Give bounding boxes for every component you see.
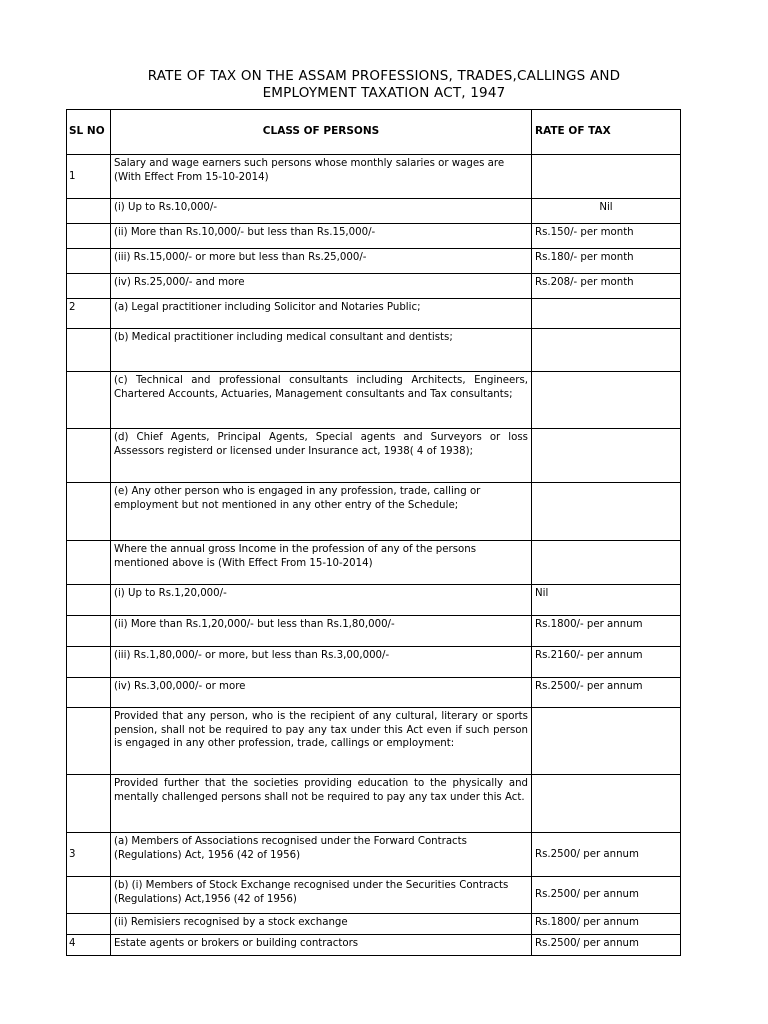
rate-cell: Rs.2160/- per annum bbox=[532, 647, 681, 678]
class-cell: Salary and wage earners such persons whose monthly salaries or wages are (With Effect From 15-10-2014) bbox=[111, 155, 532, 199]
sl-no-cell bbox=[67, 616, 111, 647]
table-header-row bbox=[67, 110, 681, 155]
sl-no-cell bbox=[67, 914, 111, 935]
header-class-of-persons: CLASS OF PERSONS bbox=[111, 110, 532, 155]
sl-no-cell: 4 bbox=[67, 935, 111, 956]
rate-cell bbox=[532, 155, 681, 199]
header-rate-of-tax: RATE OF TAX bbox=[532, 110, 681, 155]
rate-cell bbox=[532, 372, 681, 429]
sl-no-cell bbox=[67, 877, 111, 914]
sl-no-cell bbox=[67, 541, 111, 585]
sl-no-cell bbox=[67, 483, 111, 541]
sl-no-cell bbox=[67, 249, 111, 274]
table-row bbox=[67, 877, 681, 914]
sl-no-cell bbox=[67, 372, 111, 429]
rate-cell bbox=[532, 708, 681, 775]
rate-cell: Nil bbox=[532, 585, 681, 616]
class-cell: (iv) Rs.3,00,000/- or more bbox=[111, 678, 532, 708]
sl-no-cell bbox=[67, 775, 111, 833]
class-cell: (b) Medical practitioner including medical consultant and dentists; bbox=[111, 329, 532, 372]
tax-rate-table bbox=[66, 109, 681, 956]
rate-cell: Rs.1800/ per annum bbox=[532, 914, 681, 935]
rate-cell: Rs.2500/ per annum bbox=[532, 833, 681, 877]
class-cell: (d) Chief Agents, Principal Agents, Special agents and Surveyors or loss Assessors registerd or licensed under Insurance act, 1938( 4 of 1938); bbox=[111, 429, 532, 483]
document-title-line-1: RATE OF TAX ON THE ASSAM PROFESSIONS, TRADES,CALLINGS AND bbox=[147, 68, 621, 84]
rate-cell: Rs.180/- per month bbox=[532, 249, 681, 274]
sl-no-cell: 2 bbox=[67, 299, 111, 329]
class-cell: (iii) Rs.1,80,000/- or more, but less than Rs.3,00,000/- bbox=[111, 647, 532, 678]
table-row bbox=[67, 299, 681, 329]
sl-no-cell bbox=[67, 585, 111, 616]
class-cell: (ii) More than Rs.1,20,000/- but less than Rs.1,80,000/- bbox=[111, 616, 532, 647]
rate-cell: Rs.2500/ per annum bbox=[532, 877, 681, 914]
table-row bbox=[67, 372, 681, 429]
table-row bbox=[67, 483, 681, 541]
sl-no-cell bbox=[67, 429, 111, 483]
table-row bbox=[67, 708, 681, 775]
rate-cell bbox=[532, 775, 681, 833]
table-row bbox=[67, 678, 681, 708]
sl-no-cell bbox=[67, 224, 111, 249]
sl-no-cell: 1 bbox=[67, 155, 111, 199]
table-row bbox=[67, 616, 681, 647]
table-row bbox=[67, 224, 681, 249]
sl-no-cell: 3 bbox=[67, 833, 111, 877]
class-cell: Estate agents or brokers or building contractors bbox=[111, 935, 532, 956]
rate-cell: Rs.1800/- per annum bbox=[532, 616, 681, 647]
table-row bbox=[67, 914, 681, 935]
class-cell: (b) (i) Members of Stock Exchange recognised under the Securities Contracts (Regulations) Act,1956 (42 of 1956) bbox=[111, 877, 532, 914]
class-cell: (ii) Remisiers recognised by a stock exchange bbox=[111, 914, 532, 935]
class-cell: Provided that any person, who is the recipient of any cultural, literary or sports pension, shall not be required to pay any tax under this Act even if such person is engaged in any other profession, trade, callings or employment: bbox=[111, 708, 532, 775]
table-row bbox=[67, 585, 681, 616]
class-cell: (iv) Rs.25,000/- and more bbox=[111, 274, 532, 299]
class-cell: Where the annual gross Income in the profession of any of the persons mentioned above is (With Effect From 15-10-2014) bbox=[111, 541, 532, 585]
rate-cell bbox=[532, 299, 681, 329]
table-row bbox=[67, 935, 681, 956]
table-row bbox=[67, 647, 681, 678]
sl-no-cell bbox=[67, 199, 111, 224]
header-sl-no: SL NO bbox=[67, 110, 111, 155]
class-cell: (c) Technical and professional consultants including Architects, Engineers, Chartered Accounts, Actuaries, Management consultants and Tax consultants; bbox=[111, 372, 532, 429]
rate-cell bbox=[532, 541, 681, 585]
sl-no-cell bbox=[67, 329, 111, 372]
table-row bbox=[67, 274, 681, 299]
table-row bbox=[67, 429, 681, 483]
table-row bbox=[67, 833, 681, 877]
table-row bbox=[67, 249, 681, 274]
table-row bbox=[67, 329, 681, 372]
rate-cell: Rs.2500/ per annum bbox=[532, 935, 681, 956]
table-row bbox=[67, 775, 681, 833]
class-cell: (a) Members of Associations recognised under the Forward Contracts (Regulations) Act, 1956 (42 of 1956) bbox=[111, 833, 532, 877]
rate-cell: Rs.2500/- per annum bbox=[532, 678, 681, 708]
table-row bbox=[67, 199, 681, 224]
sl-no-cell bbox=[67, 647, 111, 678]
rate-cell bbox=[532, 429, 681, 483]
sl-no-cell bbox=[67, 678, 111, 708]
class-cell: (a) Legal practitioner including Solicitor and Notaries Public; bbox=[111, 299, 532, 329]
rate-cell: Rs.150/- per month bbox=[532, 224, 681, 249]
document-title-line-2: EMPLOYMENT TAXATION ACT, 1947 bbox=[262, 85, 506, 101]
rate-cell: Nil bbox=[532, 199, 681, 224]
class-cell: Provided further that the societies providing education to the physically and mentally challenged persons shall not be required to pay any tax under this Act. bbox=[111, 775, 532, 833]
sl-no-cell bbox=[67, 708, 111, 775]
class-cell: (e) Any other person who is engaged in any profession, trade, calling or employment but not mentioned in any other entry of the Schedule; bbox=[111, 483, 532, 541]
table-row bbox=[67, 155, 681, 199]
class-cell: (i) Up to Rs.1,20,000/- bbox=[111, 585, 532, 616]
rate-cell: Rs.208/- per month bbox=[532, 274, 681, 299]
class-cell: (i) Up to Rs.10,000/- bbox=[111, 199, 532, 224]
class-cell: (ii) More than Rs.10,000/- but less than Rs.15,000/- bbox=[111, 224, 532, 249]
rate-cell bbox=[532, 483, 681, 541]
class-cell: (iii) Rs.15,000/- or more but less than Rs.25,000/- bbox=[111, 249, 532, 274]
table-row bbox=[67, 541, 681, 585]
rate-cell bbox=[532, 329, 681, 372]
sl-no-cell bbox=[67, 274, 111, 299]
